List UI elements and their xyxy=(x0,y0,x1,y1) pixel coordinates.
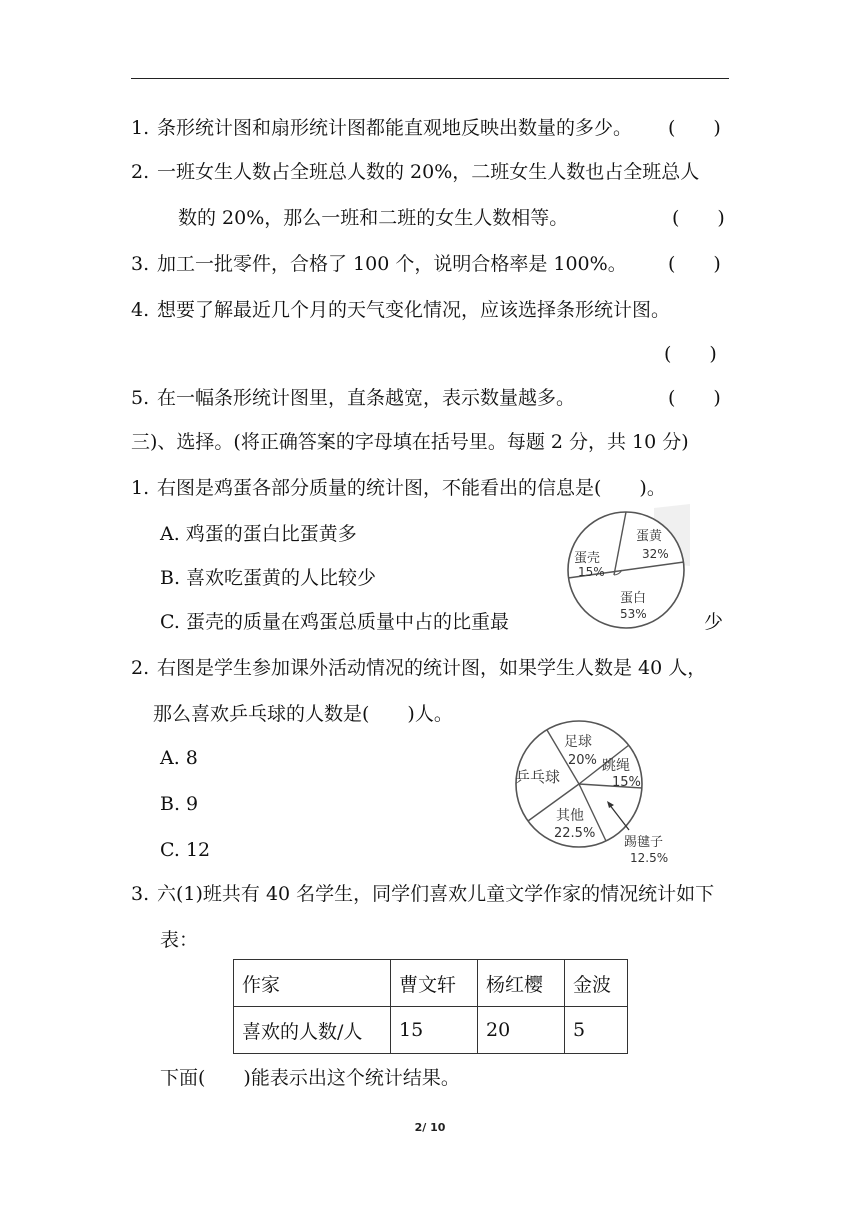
q2-option-b[interactable]: B. 9 xyxy=(160,793,199,815)
section-heading: 三)、选择。(将正确答案的字母填在括号里。每题 2 分，共 10 分) xyxy=(131,431,689,453)
choice-q3: 3. 六(1)班共有 40 名学生，同学们喜欢儿童文学作家的情况统计如下 xyxy=(131,883,715,905)
slice-label-football: 足球 xyxy=(564,734,592,750)
slice-label-rope: 跳绳 xyxy=(602,758,630,774)
slice-label-white: 蛋白 xyxy=(620,591,647,606)
slice-label-pingpong: 乒乓球 xyxy=(515,768,561,786)
page-number: 2/ 10 xyxy=(414,1121,446,1134)
slice-value-rope: 15% xyxy=(612,775,641,790)
table-cell: 20 xyxy=(478,1007,565,1054)
slice-label-yolk: 蛋黄 xyxy=(636,529,663,544)
slice-label-shuttlecock: 踢毽子 xyxy=(624,835,664,850)
choice-q3-after: 下面( )能表示出这个统计结果。 xyxy=(160,1067,460,1089)
judgement-item-2: 2. 一班女生人数占全班总人数的 20%，二班女生人数也占全班总人 xyxy=(131,161,700,183)
q1-option-c[interactable]: C. 蛋壳的质量在鸡蛋总质量中占的比重最 xyxy=(160,611,509,633)
answer-paren-5[interactable]: ( ) xyxy=(668,387,721,409)
table-cell: 杨红樱 xyxy=(478,960,565,1007)
choice-q2: 2. 右图是学生参加课外活动情况的统计图，如果学生人数是 40 人， xyxy=(131,657,707,679)
answer-paren-3[interactable]: ( ) xyxy=(668,253,721,275)
q2-option-a[interactable]: A. 8 xyxy=(160,747,198,769)
answer-paren-4[interactable]: ( ) xyxy=(664,343,717,365)
slice-value-shell: 15% xyxy=(578,565,605,579)
table-header-row xyxy=(234,960,628,1007)
slice-value-yolk: 32% xyxy=(642,547,669,561)
answer-paren-1[interactable]: ( ) xyxy=(668,117,721,139)
choice-q3-cont: 表： xyxy=(160,929,199,951)
choice-q2-cont: 那么喜欢乒乓球的人数是( )人。 xyxy=(153,703,453,725)
slice-value-shuttlecock: 12.5% xyxy=(630,851,669,865)
table-cell: 曹文轩 xyxy=(391,960,478,1007)
table-cell: 15 xyxy=(391,1007,478,1054)
table-cell: 金波 xyxy=(565,960,628,1007)
author-table xyxy=(233,959,628,1054)
egg-pie-chart xyxy=(564,508,692,632)
slice-value-white: 53% xyxy=(620,607,647,621)
table-cell: 作家 xyxy=(234,960,391,1007)
slice-label-other: 其他 xyxy=(556,808,584,824)
slice-label-shell: 蛋壳 xyxy=(574,551,601,566)
q1-option-b[interactable]: B. 喜欢吃蛋黄的人比较少 xyxy=(160,567,377,589)
judgement-item-4: 4. 想要了解最近几个月的天气变化情况，应该选择条形统计图。 xyxy=(131,299,671,321)
judgement-item-2-cont: 数的 20%，那么一班和二班的女生人数相等。 xyxy=(178,207,569,229)
q2-option-c[interactable]: C. 12 xyxy=(160,839,211,861)
judgement-item-3: 3. 加工一批零件，合格了 100 个，说明合格率是 100%。 xyxy=(131,253,627,275)
slice-value-other: 22.5% xyxy=(554,826,596,841)
table-cell: 5 xyxy=(565,1007,628,1054)
table-cell: 喜欢的人数/人 xyxy=(234,1007,391,1054)
judgement-item-5: 5. 在一幅条形统计图里，直条越宽，表示数量越多。 xyxy=(131,387,576,409)
choice-q1: 1. 右图是鸡蛋各部分质量的统计图，不能看出的信息是( )。 xyxy=(131,477,666,499)
table-row xyxy=(234,1007,628,1054)
q1-option-c-tail: 少 xyxy=(704,611,724,633)
answer-paren-2[interactable]: ( ) xyxy=(672,207,725,229)
header-rule xyxy=(131,78,729,79)
activity-pie-chart xyxy=(506,720,696,866)
judgement-item-1: 1. 条形统计图和扇形统计图都能直观地反映出数量的多少。 xyxy=(131,117,633,139)
slice-value-football: 20% xyxy=(568,753,597,768)
q1-option-a[interactable]: A. 鸡蛋的蛋白比蛋黄多 xyxy=(160,523,357,545)
